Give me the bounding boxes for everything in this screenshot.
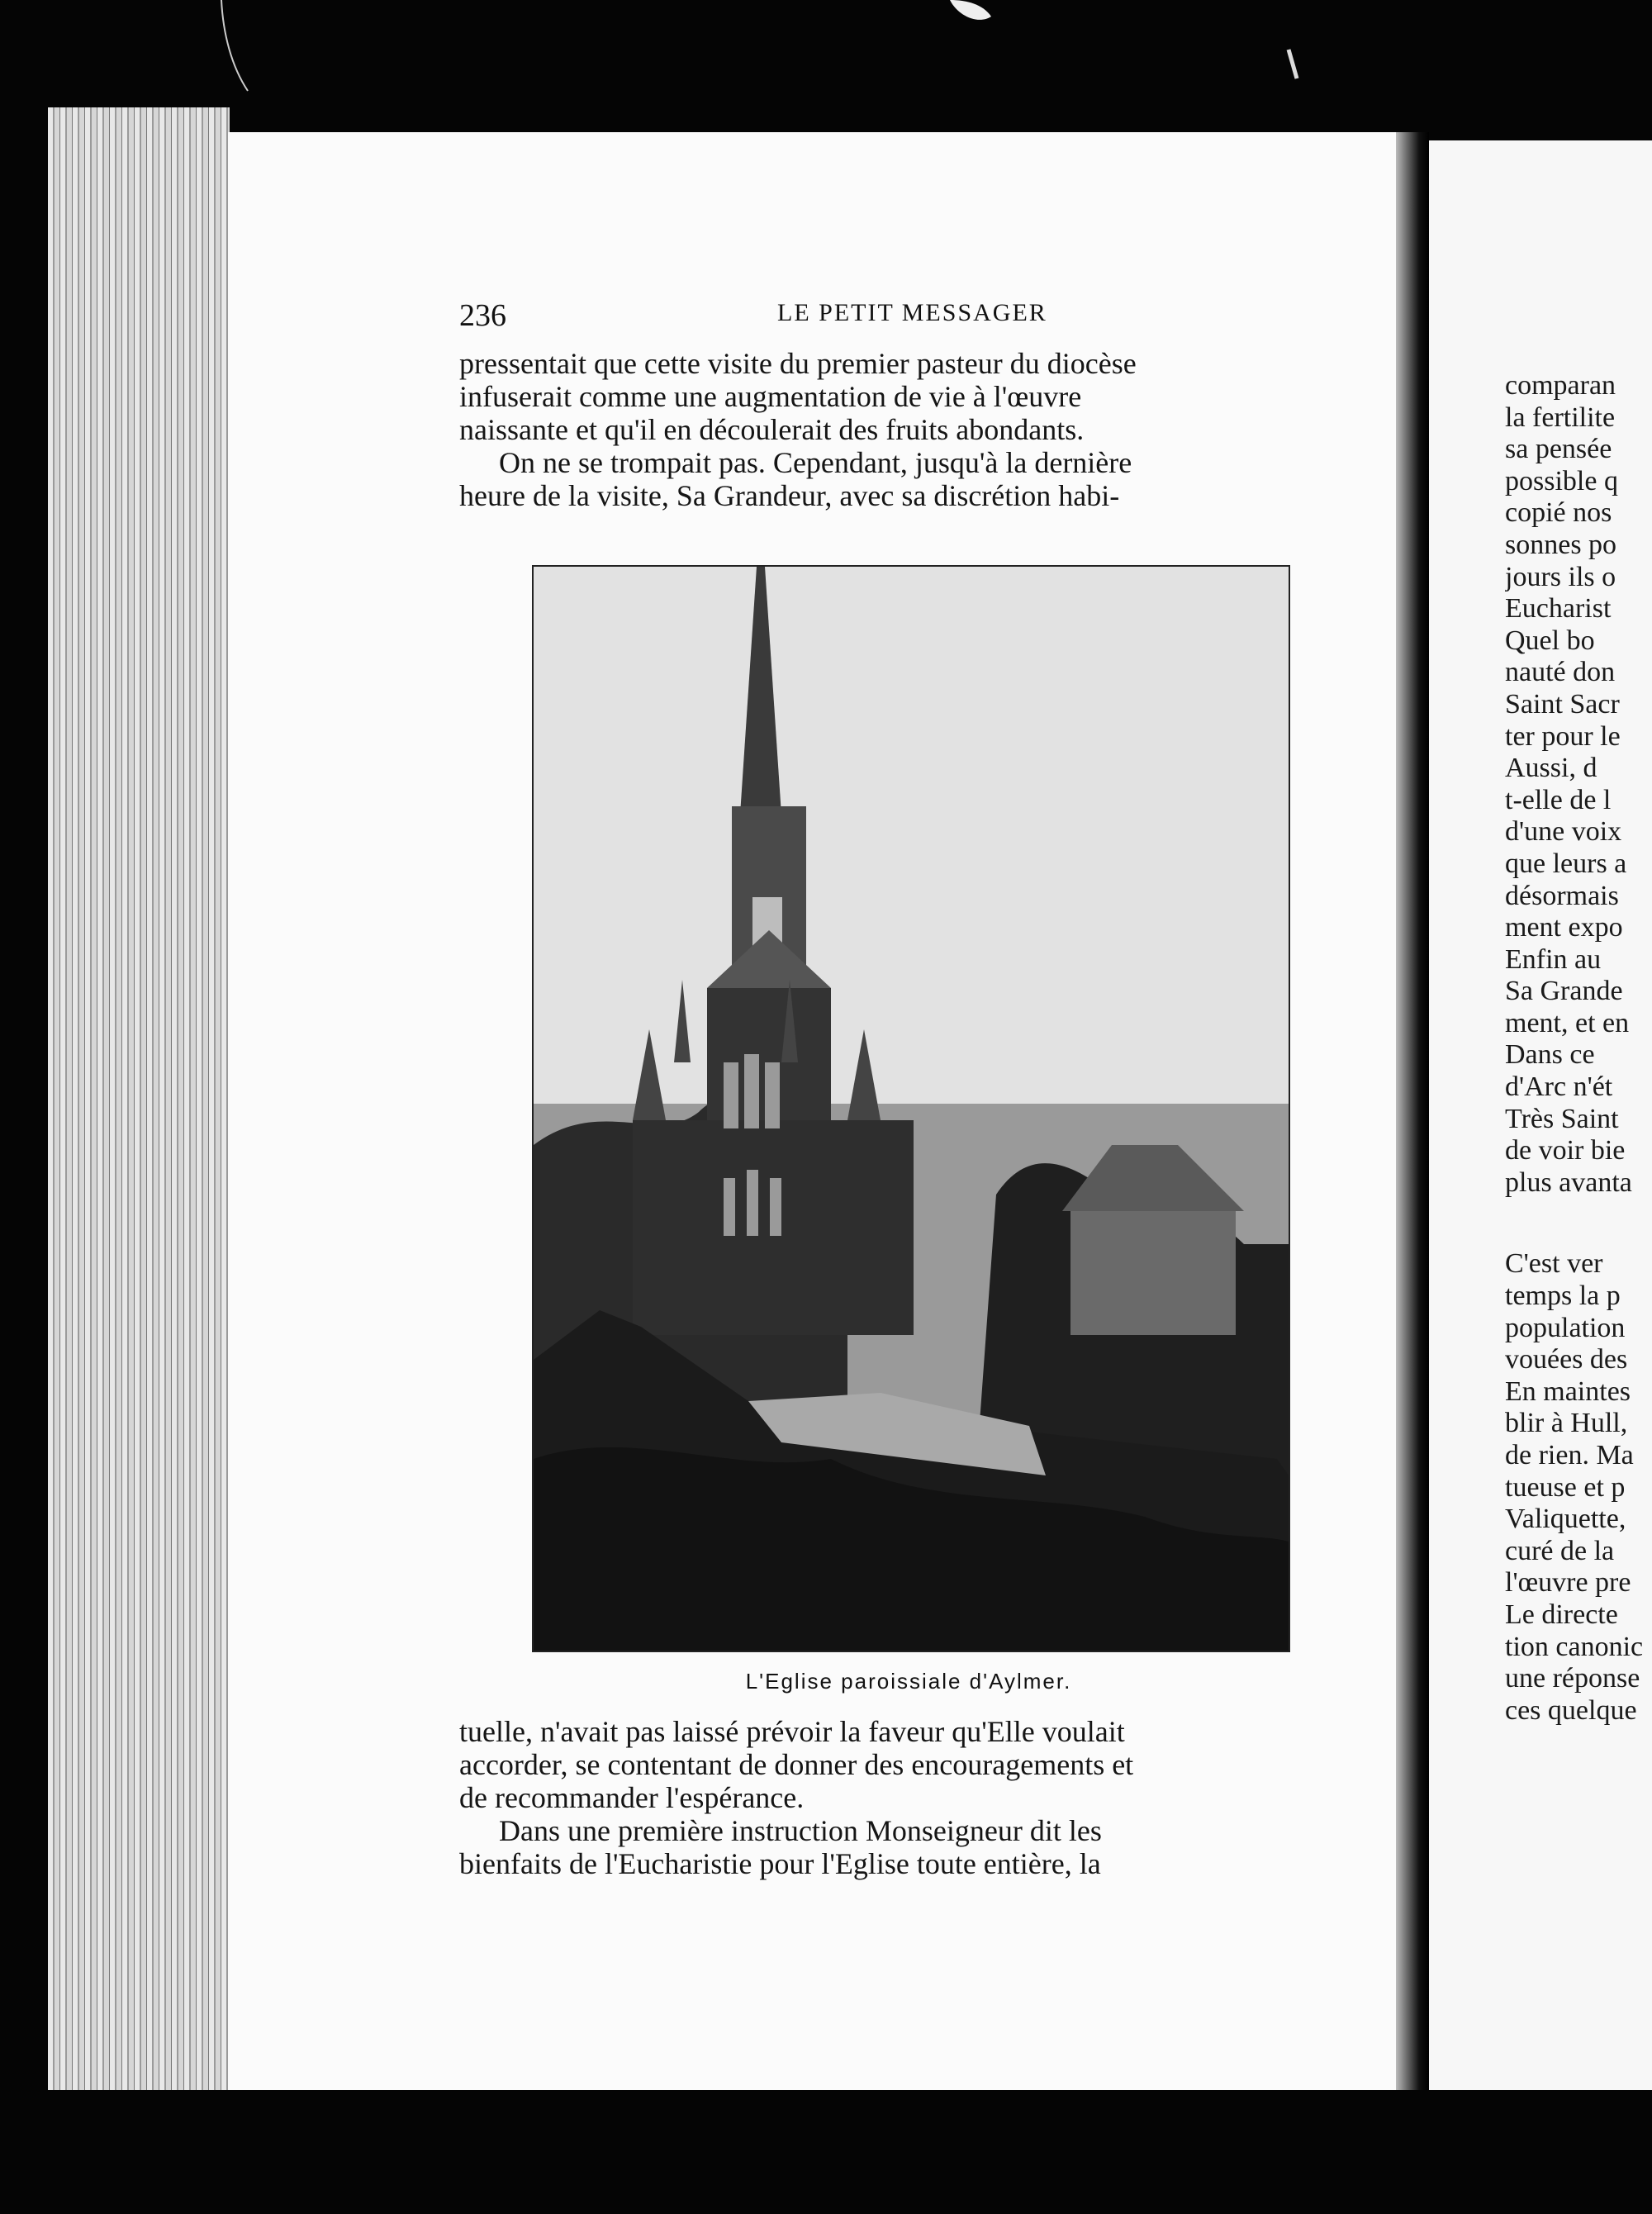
text-line: possible q <box>1505 465 1618 496</box>
text-line: Sa Grande <box>1505 976 1623 1007</box>
text-line: sonnes po <box>1505 529 1617 560</box>
text-line: comparan <box>1505 370 1616 401</box>
text-line: que leurs a <box>1505 848 1627 879</box>
text-line: copié nos <box>1505 497 1612 529</box>
book-page-edges <box>48 107 230 2090</box>
text-line: ter pour le <box>1505 720 1621 752</box>
text-line: plus avanta <box>1505 1166 1632 1198</box>
body-text-bottom <box>459 1715 1368 1880</box>
right-page-text <box>1505 370 1652 1727</box>
text-line: tuelle, n'avait pas laissé prévoir la faveur qu'Elle voulait <box>459 1715 1125 1748</box>
text-line: Dans une première instruction Monseigneur dit les <box>499 1814 1102 1847</box>
text-line: t-elle de l <box>1505 784 1612 815</box>
text-line: En maintes <box>1505 1375 1631 1407</box>
text-line: sa pensée <box>1505 434 1612 465</box>
text-line: Dans ce <box>1505 1039 1595 1071</box>
page-header <box>459 297 1368 339</box>
text-line: bienfaits de l'Eucharistie pour l'Eglise toute entière, la <box>459 1847 1101 1880</box>
text-line: de rien. Ma <box>1505 1440 1634 1470</box>
body-text-top <box>459 347 1368 512</box>
text-line: Le directe <box>1505 1599 1618 1630</box>
text-line: d'une voix <box>1505 816 1622 848</box>
text-line: accorder, se contentant de donner des encouragements et <box>459 1748 1134 1781</box>
text-line: Valiquette, <box>1505 1504 1626 1535</box>
text-line: blir à Hull, <box>1505 1408 1628 1439</box>
text-line: de recommander l'espérance. <box>459 1781 805 1814</box>
text-line: une réponse <box>1505 1663 1640 1694</box>
running-title: LE PETIT MESSAGER <box>777 299 1047 326</box>
text-line: Très Saint <box>1505 1103 1619 1134</box>
text-line: heure de la visite, Sa Grandeur, avec sa discrétion habi- <box>459 479 1120 512</box>
text-line: la fertilite <box>1505 401 1616 433</box>
text-line: désormais <box>1505 880 1619 911</box>
text-line: temps la p <box>1505 1280 1621 1312</box>
text-line: Aussi, d <box>1505 753 1597 784</box>
text-line: de voir bie <box>1505 1135 1626 1166</box>
text-line: nauté don <box>1505 657 1616 688</box>
text-line: tion canonic <box>1505 1631 1644 1662</box>
text-line: vouées des <box>1505 1344 1628 1375</box>
text-line: curé de la <box>1505 1535 1615 1566</box>
section-gap <box>1505 1199 1652 1248</box>
text-line: population <box>1505 1312 1626 1343</box>
text-line: naissante et qu'il en découlerait des fruits abondants. <box>459 413 1085 446</box>
text-line: C'est ver <box>1505 1248 1603 1280</box>
text-line: infuserait comme une augmentation de vie à l'œuvre <box>459 380 1082 413</box>
text-line: Enfin au <box>1505 943 1602 975</box>
text-line: jours ils o <box>1505 561 1616 592</box>
text-line: l'œuvre pre <box>1505 1567 1631 1599</box>
text-line: Quel bo <box>1505 625 1595 656</box>
text-line: ment expo <box>1505 912 1623 943</box>
page-number: 236 <box>459 298 506 333</box>
photo-caption: L'Eglise paroissiale d'Aylmer. <box>745 1669 1072 1694</box>
text-line: ment, et en <box>1505 1007 1630 1038</box>
book-gutter <box>1396 132 1429 2090</box>
text-line: tueuse et p <box>1505 1471 1626 1503</box>
text-line: On ne se trompait pas. Cependant, jusqu'à la dernière <box>499 446 1132 479</box>
text-line: ces quelque <box>1505 1694 1637 1726</box>
church-photograph <box>532 565 1290 1652</box>
text-line: Saint Sacr <box>1505 688 1620 720</box>
text-line: d'Arc n'ét <box>1505 1071 1613 1103</box>
text-line: Eucharist <box>1505 593 1612 625</box>
text-line: pressentait que cette visite du premier pasteur du diocèse <box>459 347 1137 380</box>
